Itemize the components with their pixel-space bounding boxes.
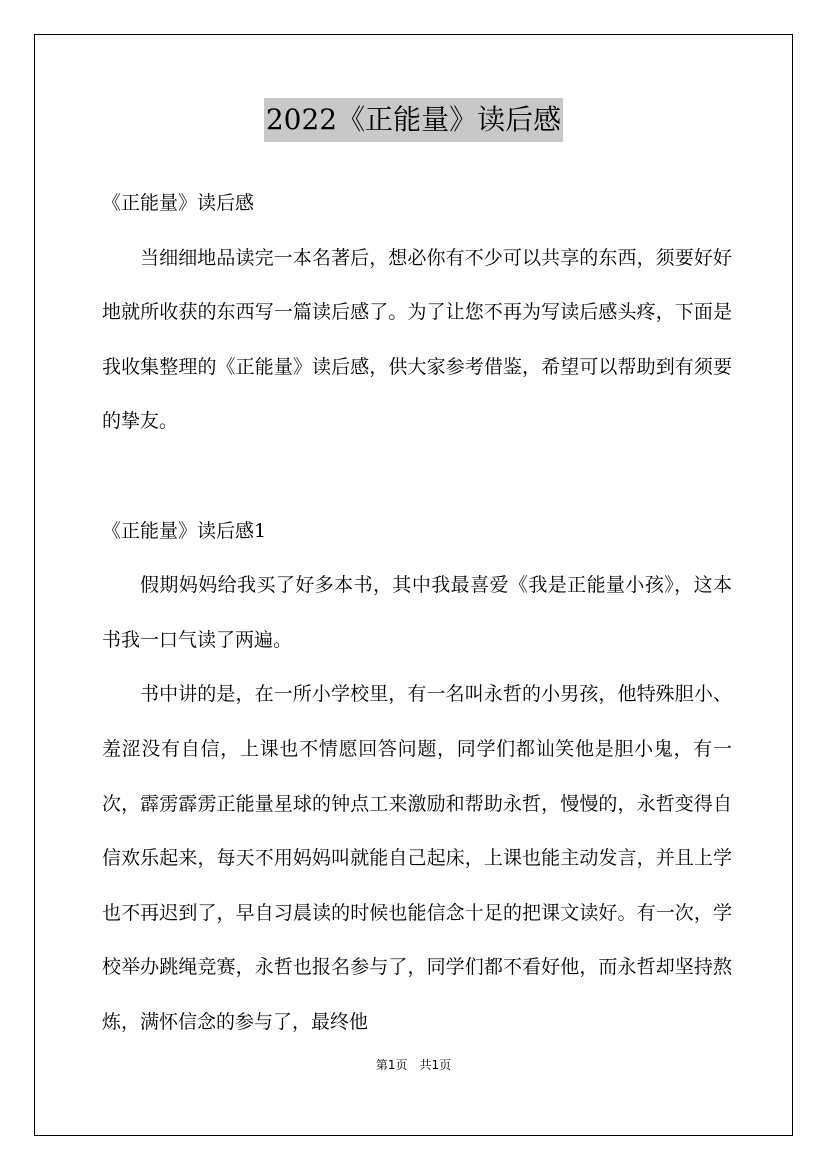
page-footer	[0, 1056, 827, 1073]
paragraph: 当细细地品读完一本名著后，想必你有不少可以共享的东西，须要好好地就所收获的东西写一篇读后感了。为了让您不再为写读后感头疼，下面是我收集整理的《正能量》读后感，供大家参考借鉴，希望可以帮助到有须要的挚友。	[102, 246, 732, 433]
title-container	[0, 98, 827, 142]
paragraph: 书中讲的是，在一所小学校里，有一名叫永哲的小男孩，他特殊胆小、羞涩没有自信，上课也不情愿回答问题，同学们都讪笑他是胆小鬼，有一次，霹雳霹雳正能量星球的钟点工来激励和帮助永哲，慢慢的，永哲变得自信欢乐起来，每天不用妈妈叫就能自己起床，上课也能主动发言，并且上学也不再迟到了，早自习晨读的时候也能信念十足的把课文读好。有一次，学校举办跳绳竞赛，永哲也报名参与了，同学们都不看好他，而永哲却坚持熬炼，满怀信念的参与了，最终他	[102, 683, 732, 1033]
document-body	[102, 176, 732, 1050]
section-heading: 《正能量》读后感1	[102, 519, 267, 542]
paragraph: 假期妈妈给我买了好多本书，其中我最喜爱《我是正能量小孩》，这本书我一口气读了两遍。	[102, 574, 732, 651]
document-title: 2022《正能量》读后感	[264, 98, 563, 142]
page-number: 第1页 共1页	[375, 1058, 452, 1072]
blank-line	[102, 449, 732, 504]
section-heading: 《正能量》读后感	[102, 192, 255, 214]
